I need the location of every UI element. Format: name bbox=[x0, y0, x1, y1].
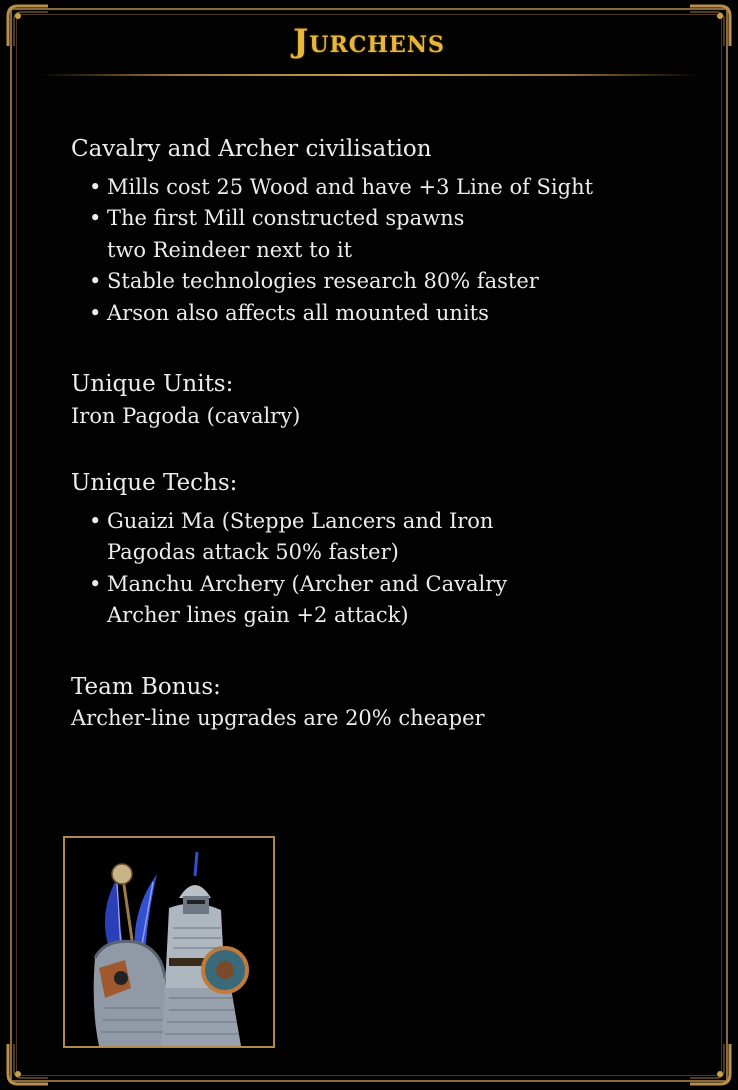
unique-techs-list bbox=[71, 506, 671, 632]
civ-title: Jurchens bbox=[293, 22, 445, 60]
civ-description bbox=[71, 134, 671, 735]
unique-techs-heading: Unique Techs: bbox=[71, 470, 238, 496]
team-bonus-heading: Team Bonus: bbox=[71, 673, 221, 700]
list-item: • Mills cost 25 Wood and have +3 Line of Sight bbox=[89, 172, 671, 204]
list-item: • The first Mill constructed spawns two Reindeer next to it bbox=[89, 203, 477, 266]
corner-ornament-icon bbox=[688, 1042, 734, 1088]
civ-bonus-list bbox=[71, 172, 671, 330]
list-item: • Stable technologies research 80% faster bbox=[89, 266, 671, 298]
list-item: • Arson also affects all mounted units bbox=[89, 298, 671, 330]
unique-units-text: Iron Pagoda (cavalry) bbox=[71, 403, 301, 428]
list-item: • Guaizi Ma (Steppe Lancers and Iron Pagodas attack 50% faster) bbox=[89, 506, 557, 569]
civ-type-line: Cavalry and Archer civilisation bbox=[71, 136, 432, 162]
iron-pagoda-unit-icon bbox=[63, 836, 275, 1048]
corner-ornament-icon bbox=[4, 1042, 50, 1088]
team-bonus-text: Archer-line upgrades are 20% cheaper bbox=[71, 706, 485, 730]
unique-units-heading: Unique Units: bbox=[71, 371, 234, 397]
list-item: • Manchu Archery (Archer and Cavalry Archer lines gain +2 attack) bbox=[89, 569, 557, 632]
title-divider bbox=[40, 74, 698, 76]
